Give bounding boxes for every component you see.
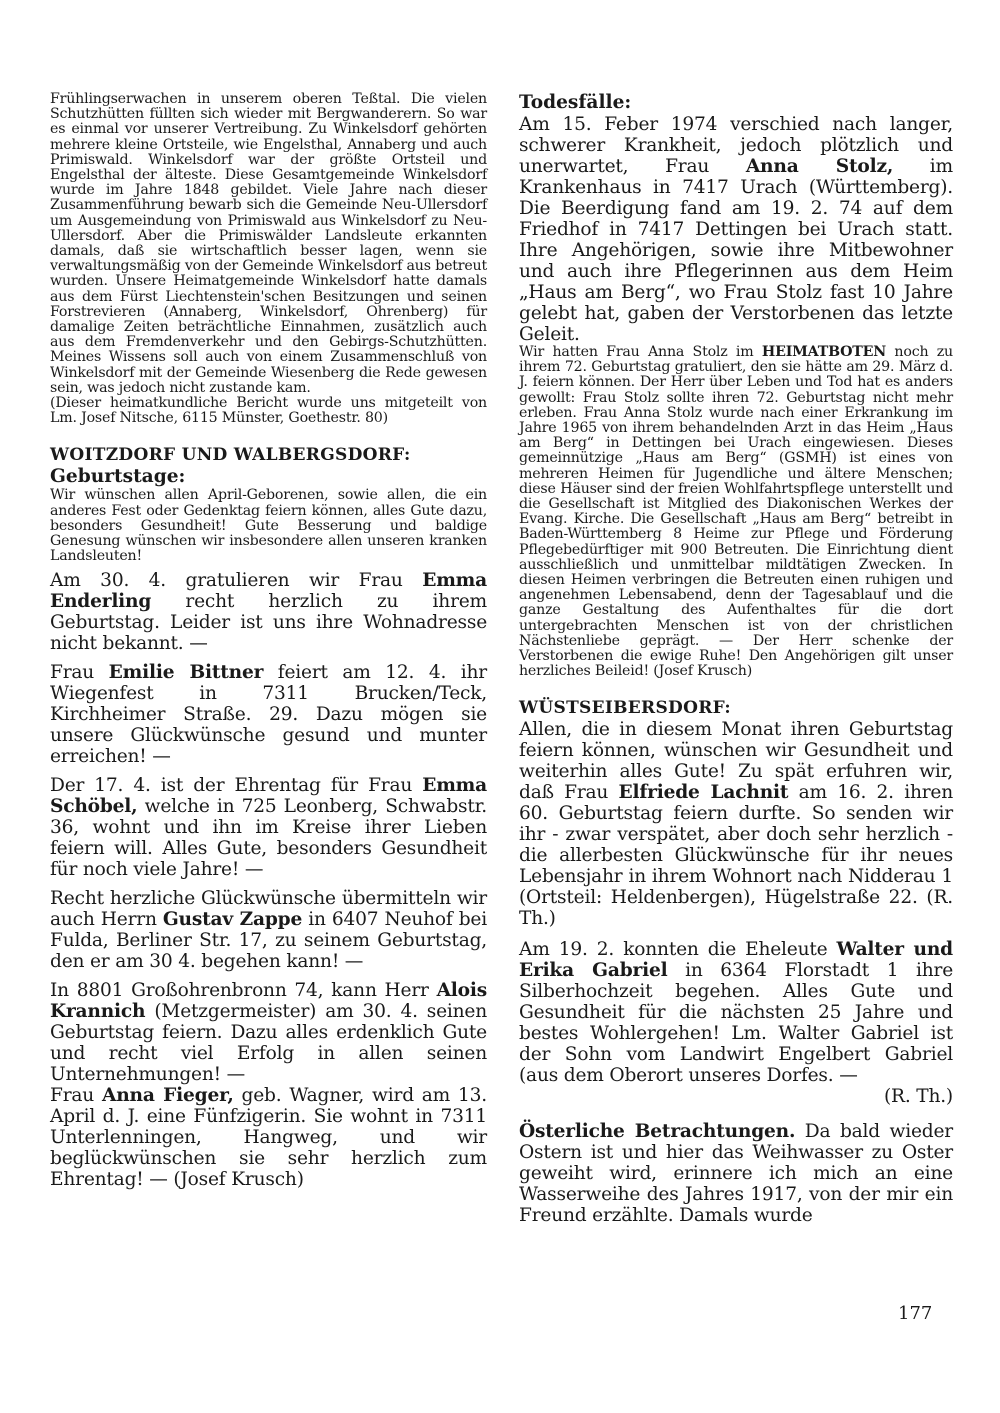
section-heading-wuestseibersdorf: WÜSTSEIBERSDORF: [519, 698, 731, 719]
person-name: Alois Krannich [50, 980, 487, 1023]
obituary-entry: Am 15. Feber 1974 verschied nach langer, schwerer Krankheit, jedoch plötzlich und unerwartet, Frau Anna Stolz, im Krankenhaus in 7417 Urach (Württemberg). Die Beerdigung fand am 19. 2. 74 auf dem Friedhof in 7417 Dettingen bei Urach statt. Ihre Angehörigen, sowie ihre Mitbewohner und auch ihre Pflegerinnen aus dem Heim „Haus am Berg“, wo Frau Stolz fast 10 Jahre gelebt hat, gaben der Verstorbenen das letzte Geleit. [519, 114, 953, 345]
birthday-entry: Frau Anna Fieger, geb. Wagner, wird am 13. April d. J. eine Fünfzigerin. Sie wohnt in 7311 Unterlenningen, Hangweg, und wir beglückwünschen sie sehr herzlich zum Ehrentag! — (Josef Krusch) [50, 1085, 487, 1191]
person-name: Emilie Bittner [108, 662, 264, 684]
person-name: Emma Enderling [50, 570, 487, 613]
obituary-details: Wir hatten Frau Anna Stolz im HEIMATBOTEN noch zu ihrem 72. Geburtstag gratuliert, den sie hätte am 29. März d. J. feiern können. Der Herr über Leben und Tod hat es anders gewollt: Frau Stolz sollte ihren 72. Geburtstag nicht mehr erleben. Frau Anna Stolz wurde nach einer Erkrankung im Jahre 1965 von ihrem behandelnden Arzt in das Heim „Haus am Berg“ in Dettingen bei Urach eingewiesen. Dieses gemeinnützige „Haus am Berg“ (GSMH) ist eines von mehreren Heimen für Jugendliche und ältere Menschen; diese Häuser sind der freien Wohlfahrtspflege unterstellt und die Gesellschaft ist Mitglied des Diakonischen Werkes der Evang. Kirche. Die Gesellschaft „Haus am Berg“ betreibt in Baden-Württemberg 8 Heime zur Pflege und Förderung Pflegebedürftiger mit 900 Betreuten. Die Einrichtung dient ausschließlich und unmittelbar mildtätigen Zwecken. In diesen Heimen verbringen die Betreuten einen ruhigen und angenehmen Lebensabend, denn der Tagesablauf und die ganze Gestaltung des Aufenthaltes für die dort untergebrachten Menschen ist von der christlichen Nächstenliebe geprägt. — Der Herr schenke der Verstorbenen die ewige Ruhe! Den Angehörigen gilt unser herzliches Beileid! (Josef Krusch) [519, 344, 953, 680]
birthday-entry: Allen, die in diesem Monat ihren Geburtstag feiern können, wünschen wir Gesundheit und weiterhin alles Gute! Zu spät erfuhren wir, daß Frau Elfriede Lachnit am 16. 2. ihren 60. Geburtstag feiern durfte. So senden wir ihr - zwar verspätet, aber doch sehr herzlich - die allerbesten Glückwünsche für ihr neues Lebensjahr in ihrem Wohnort nach Nidderau 1 (Ortsteil: Heldenbergen), Hügelstraße 22. (R. Th.) [519, 719, 954, 930]
anniversary-entry: Am 19. 2. konnten die Eheleute Walter und Erika Gabriel in 6364 Florstadt 1 ihre Silberhochzeit begehen. Alles Gute und Gesundheit für die nächsten 25 Jahre und bestes Wohlergehen! Lm. Walter Gabriel ist der Sohn vom Landwirt Engelbert Gabriel (aus dem Oberort unseres Dorfes. — [519, 939, 953, 1087]
birthday-entry: Der 17. 4. ist der Ehrentag für Frau Emma Schöbel, welche in 725 Leonberg, Schwabstr. 36, wohnt und ihn im Kreise ihrer Lieben feiern will. Alles Gute, besonders Gesundheit für noch viele Jahre! — [50, 775, 487, 881]
article-heading: Österliche Betrachtungen. [519, 1121, 796, 1143]
person-name: Emma Schöbel, [50, 775, 487, 818]
winkelsdorf-history-text: Frühlingserwachen in unserem oberen Teßtal. Die vielen Schutzhütten füllten sich wieder mit Bergwanderern. So war es einmal vor unserer Vertreibung. Zu Winkelsdorf gehörten mehrere kleine Ortsteile, wie Engelsthal, Annaberg und auch Primiswald. Winkelsdorf war der größte Ortsteil und Engelsthal der älteste. Diese Gesamtgemeinde Winkelsdorf wurde im Jahre 1848 gebildet. Viele Jahre nach dieser Zusammenführung bewarb sich die Gemeinde Neu-Ullersdorf um Ausgemeindung von Primiswald aus Winkelsdorf zu Neu-Ullersdorf. Aber die Primiswälder Landsleute erkannten damals, daß sie wirtschaftlich besser lagen, wenn sie verwaltungsmäßig von der Gemeinde Winkelsdorf aus betreut wurden. Unsere Heimatgemeinde Winkelsdorf hatte damals aus dem Fürst Liechtenstein'schen Besitzungen und seinen Forstrevieren (Annaberg, Winkelsdorf, Ohrenberg) für damalige Zeiten beträchtliche Einnahmen, zusätzlich auch aus dem Fremdenverkehr und den Gebirgs-Schutzhütten. Meines Wissens soll auch von einem Zusammenschluß von Winkelsdorf mit der Gemeinde Wiesenberg die Rede gewesen sein, was jedoch nicht zustande kam. [50, 91, 487, 396]
person-name: Anna Stolz, [745, 156, 894, 177]
right-column [519, 92, 953, 1226]
person-name: Anna Fieger, [101, 1085, 234, 1107]
person-name: Walter und Erika Gabriel [519, 939, 953, 982]
person-name: Gustav Zappe [162, 909, 303, 931]
birthdays-heading: Geburtstage: [50, 466, 186, 488]
left-column [50, 92, 487, 1190]
birthday-entry: In 8801 Großohrenbronn 74, kann Herr Alois Krannich (Metzgermeister) am 30. 4. seinen Geburtstag feiern. Dazu alles erdenklich Gute und recht viel Erfolg in allen seinen Unternehmungen! — [50, 980, 487, 1086]
section-heading-woitzdorf: WOITZDORF UND WALBERGSDORF: [50, 445, 411, 466]
birthday-entry: Am 30. 4. gratulieren wir Frau Emma Enderling recht herzlich zu ihrem Geburtstag. Leider ist uns ihre Wohnadresse nicht bekannt. — [50, 570, 487, 655]
easter-reflections: Österliche Betrachtungen. Da bald wieder Ostern ist und hier das Weihwasser zu Oster geweiht wird, erinnere ich mich an eine Wasserweihe des Jahres 1917, von der mir ein Freund erzählte. Damals wurde [519, 1121, 953, 1227]
page-number: 177 [898, 1303, 933, 1324]
birthdays-intro: Wir wünschen allen April-Geborenen, sowie allen, die ein anderes Fest oder Gedenktag feiern können, alles Gute dazu, besonders Gesundheit! Gute Besserung und baldige Genesung wünschen wir insbesondere allen unseren kranken Landsleuten! [50, 487, 487, 565]
history-source-note: (Dieser heimatkundliche Bericht wurde uns mitgeteilt von Lm. Josef Nitsche, 6115 Münster, Goethestr. 80) [50, 395, 487, 427]
person-name: Elfriede Lachnit [618, 782, 789, 804]
newsletter-name: HEIMATBOTEN [761, 344, 887, 360]
deaths-heading: Todesfälle: [519, 92, 632, 113]
birthday-entry: Recht herzliche Glückwünsche übermitteln wir auch Herrn Gustav Zappe in 6407 Neuhof bei Fulda, Berliner Str. 17, zu seinem Geburtstag, den er am 30 4. begehen kann! — [50, 888, 487, 973]
author-signature: (R. Th.) [883, 1086, 953, 1108]
birthday-entry: Frau Emilie Bittner feiert am 12. 4. ihr Wiegenfest in 7311 Brucken/Teck, Kirchheimer Straße. 29. Dazu mögen sie unsere Glückwünsche gesund und munter erreichen! — [50, 662, 487, 768]
